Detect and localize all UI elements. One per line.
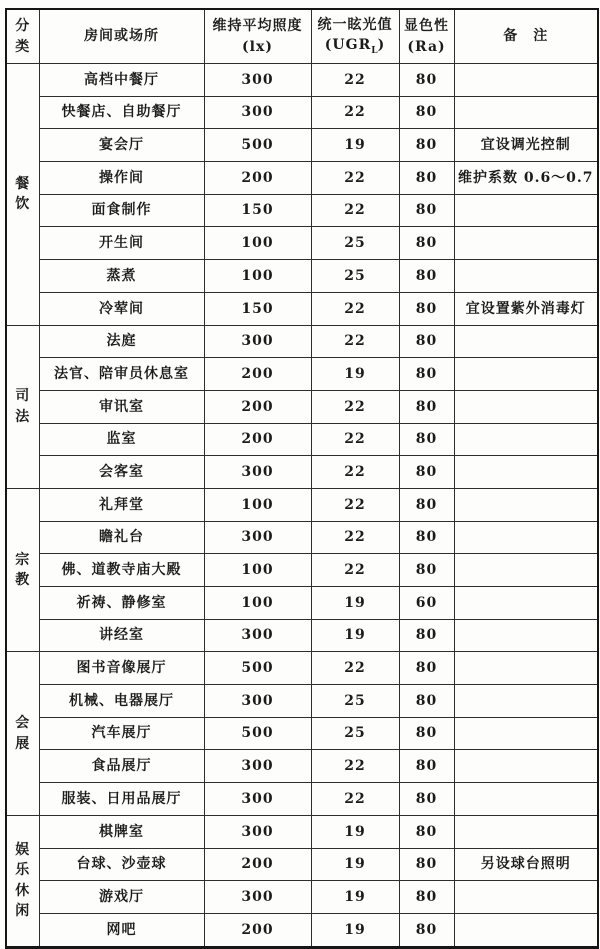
table-row [6,162,598,195]
remark-cell [454,358,598,391]
remark-cell [454,423,598,456]
remark-cell [454,685,598,718]
room-cell: 食品展厅 [39,750,204,783]
ra-cell: 80 [399,881,454,914]
illuminance-cell: 300 [204,521,311,554]
table-row [6,521,598,554]
illuminance-cell: 300 [204,815,311,848]
ugr-cell: 22 [311,456,399,489]
illuminance-cell: 300 [204,96,311,129]
illuminance-cell: 300 [204,750,311,783]
illuminance-cell: 100 [204,554,311,587]
ra-cell: 80 [399,815,454,848]
ugr-cell: 19 [311,619,399,652]
col-header-room-label: 房间或场所 [84,28,159,45]
room-cell: 祈祷、静修室 [39,587,204,620]
remark-cell [454,619,598,652]
table-row [6,619,598,652]
illuminance-cell: 150 [204,194,311,227]
ra-cell: 80 [399,848,454,881]
col-header-ra-unit: (Ra) [407,38,446,55]
room-cell: 法官、陪审员休息室 [39,358,204,391]
ugr-cell: 25 [311,227,399,260]
col-header-illuminance [204,9,311,64]
ugr-cell: 19 [311,129,399,162]
ra-cell: 80 [399,456,454,489]
remark-cell: 宜设调光控制 [454,129,598,162]
illuminance-cell: 300 [204,64,311,97]
category-cell: 餐饮 [6,64,39,326]
room-cell: 机械、电器展厅 [39,685,204,718]
col-header-remark-label: 备 注 [503,28,549,45]
room-cell: 台球、沙壶球 [39,848,204,881]
room-cell: 会客室 [39,456,204,489]
ugr-cell: 22 [311,423,399,456]
ugr-cell: 22 [311,750,399,783]
ugr-cell: 25 [311,685,399,718]
table-row [6,456,598,489]
ugr-unit-prefix: (UGR [324,37,372,54]
illuminance-cell: 100 [204,260,311,293]
remark-cell: 另设球台照明 [454,848,598,881]
illuminance-cell: 200 [204,358,311,391]
illuminance-cell: 300 [204,685,311,718]
illuminance-cell: 200 [204,390,311,423]
remark-cell [454,64,598,97]
ugr-cell: 25 [311,260,399,293]
ugr-cell: 22 [311,194,399,227]
table-row [6,881,598,914]
ugr-cell: 19 [311,881,399,914]
table-row [6,64,598,97]
room-cell: 审讯室 [39,390,204,423]
ugr-cell: 22 [311,64,399,97]
room-cell: 面食制作 [39,194,204,227]
table-row [6,488,598,521]
document-page [5,8,597,938]
ugr-unit-subscript: L [371,46,378,57]
category-cell: 宗教 [6,488,39,651]
col-header-ugr [311,9,399,64]
remark-cell [454,194,598,227]
table-row [6,783,598,816]
ugr-cell: 22 [311,390,399,423]
ra-cell: 80 [399,423,454,456]
remark-cell [454,521,598,554]
illuminance-cell: 100 [204,587,311,620]
room-cell: 冷荤间 [39,292,204,325]
remark-cell [454,456,598,489]
lighting-standards-table [5,8,599,949]
ugr-cell: 22 [311,521,399,554]
remark-cell [454,587,598,620]
remark-cell: 维护系数 0.6～0.7 [454,162,598,195]
illuminance-cell: 500 [204,129,311,162]
ra-cell: 80 [399,783,454,816]
remark-cell [454,750,598,783]
col-header-ra [399,9,454,64]
illuminance-cell: 200 [204,848,311,881]
ugr-cell: 22 [311,554,399,587]
col-header-ra-label: 显色性 [404,18,449,35]
remark-cell [454,96,598,129]
ra-cell: 80 [399,129,454,162]
illuminance-cell: 200 [204,162,311,195]
ra-cell: 80 [399,717,454,750]
ra-cell: 80 [399,325,454,358]
room-cell: 游戏厅 [39,881,204,914]
ugr-cell: 19 [311,848,399,881]
table-row [6,358,598,391]
ugr-cell: 25 [311,717,399,750]
ra-cell: 80 [399,162,454,195]
col-header-illuminance-unit: (lx) [242,38,273,55]
room-cell: 讲经室 [39,619,204,652]
table-row [6,652,598,685]
table-row [6,390,598,423]
table-row [6,96,598,129]
illuminance-cell: 300 [204,881,311,914]
room-cell: 宴会厅 [39,129,204,162]
remark-cell [454,488,598,521]
remark-cell [454,783,598,816]
remark-cell [454,652,598,685]
table-row [6,194,598,227]
remark-cell [454,227,598,260]
table-row [6,260,598,293]
ugr-cell: 22 [311,162,399,195]
illuminance-cell: 100 [204,488,311,521]
room-cell: 瞻礼台 [39,521,204,554]
room-cell: 图书音像展厅 [39,652,204,685]
ra-cell: 80 [399,652,454,685]
ra-cell: 80 [399,685,454,718]
ra-cell: 80 [399,358,454,391]
remark-cell [454,881,598,914]
illuminance-cell: 200 [204,423,311,456]
room-cell: 开生间 [39,227,204,260]
table-row [6,815,598,848]
room-cell: 高档中餐厅 [39,64,204,97]
ra-cell: 80 [399,292,454,325]
category-cell: 会展 [6,652,39,815]
ugr-cell: 22 [311,783,399,816]
category-cell: 娱乐休闲 [6,815,39,947]
table-row [6,717,598,750]
ra-cell: 80 [399,227,454,260]
header-row [6,9,598,64]
room-cell: 快餐店、自助餐厅 [39,96,204,129]
ugr-cell: 19 [311,815,399,848]
ugr-cell: 22 [311,652,399,685]
ra-cell: 80 [399,194,454,227]
remark-cell [454,717,598,750]
ugr-cell: 19 [311,913,399,947]
ugr-cell: 22 [311,325,399,358]
ugr-cell: 22 [311,96,399,129]
table-row [6,292,598,325]
illuminance-cell: 500 [204,717,311,750]
remark-cell: 宜设置紫外消毒灯 [454,292,598,325]
ra-cell: 80 [399,390,454,423]
col-header-illuminance-label: 维持平均照度 [212,18,303,35]
ra-cell: 80 [399,750,454,783]
ugr-cell: 22 [311,292,399,325]
illuminance-cell: 150 [204,292,311,325]
table-row [6,750,598,783]
ra-cell: 80 [399,64,454,97]
room-cell: 监室 [39,423,204,456]
remark-cell [454,260,598,293]
category-cell: 司法 [6,325,39,488]
col-header-ugr-label: 统一眩光值 [317,16,393,33]
illuminance-cell: 300 [204,325,311,358]
ra-cell: 80 [399,521,454,554]
table-row [6,913,598,947]
col-header-ugr-unit [314,35,397,58]
remark-cell [454,325,598,358]
room-cell: 法庭 [39,325,204,358]
col-header-category-label: 分类 [15,18,31,55]
ugr-cell: 19 [311,358,399,391]
table-row [6,554,598,587]
room-cell: 礼拜堂 [39,488,204,521]
remark-cell [454,815,598,848]
ra-cell: 80 [399,913,454,947]
table-row [6,129,598,162]
table-row [6,325,598,358]
remark-cell [454,913,598,947]
ra-cell: 80 [399,554,454,587]
room-cell: 操作间 [39,162,204,195]
table-header [6,9,598,64]
ugr-cell: 22 [311,488,399,521]
table-row [6,227,598,260]
illuminance-cell: 200 [204,913,311,947]
illuminance-cell: 300 [204,619,311,652]
remark-cell [454,554,598,587]
col-header-room [39,9,204,64]
room-cell: 蒸煮 [39,260,204,293]
room-cell: 佛、道教寺庙大殿 [39,554,204,587]
ugr-unit-suffix: ) [377,37,386,54]
ra-cell: 80 [399,488,454,521]
room-cell: 网吧 [39,913,204,947]
illuminance-cell: 500 [204,652,311,685]
illuminance-cell: 300 [204,456,311,489]
ra-cell: 80 [399,619,454,652]
table-row [6,685,598,718]
table-row [6,423,598,456]
room-cell: 棋牌室 [39,815,204,848]
table-body [6,64,598,948]
room-cell: 服装、日用品展厅 [39,783,204,816]
ra-cell: 80 [399,96,454,129]
ra-cell: 80 [399,260,454,293]
illuminance-cell: 100 [204,227,311,260]
ugr-cell: 19 [311,587,399,620]
remark-cell [454,390,598,423]
col-header-remark [454,9,598,64]
table-row [6,587,598,620]
table-row [6,848,598,881]
col-header-category [6,9,39,64]
illuminance-cell: 300 [204,783,311,816]
ra-cell: 60 [399,587,454,620]
room-cell: 汽车展厅 [39,717,204,750]
